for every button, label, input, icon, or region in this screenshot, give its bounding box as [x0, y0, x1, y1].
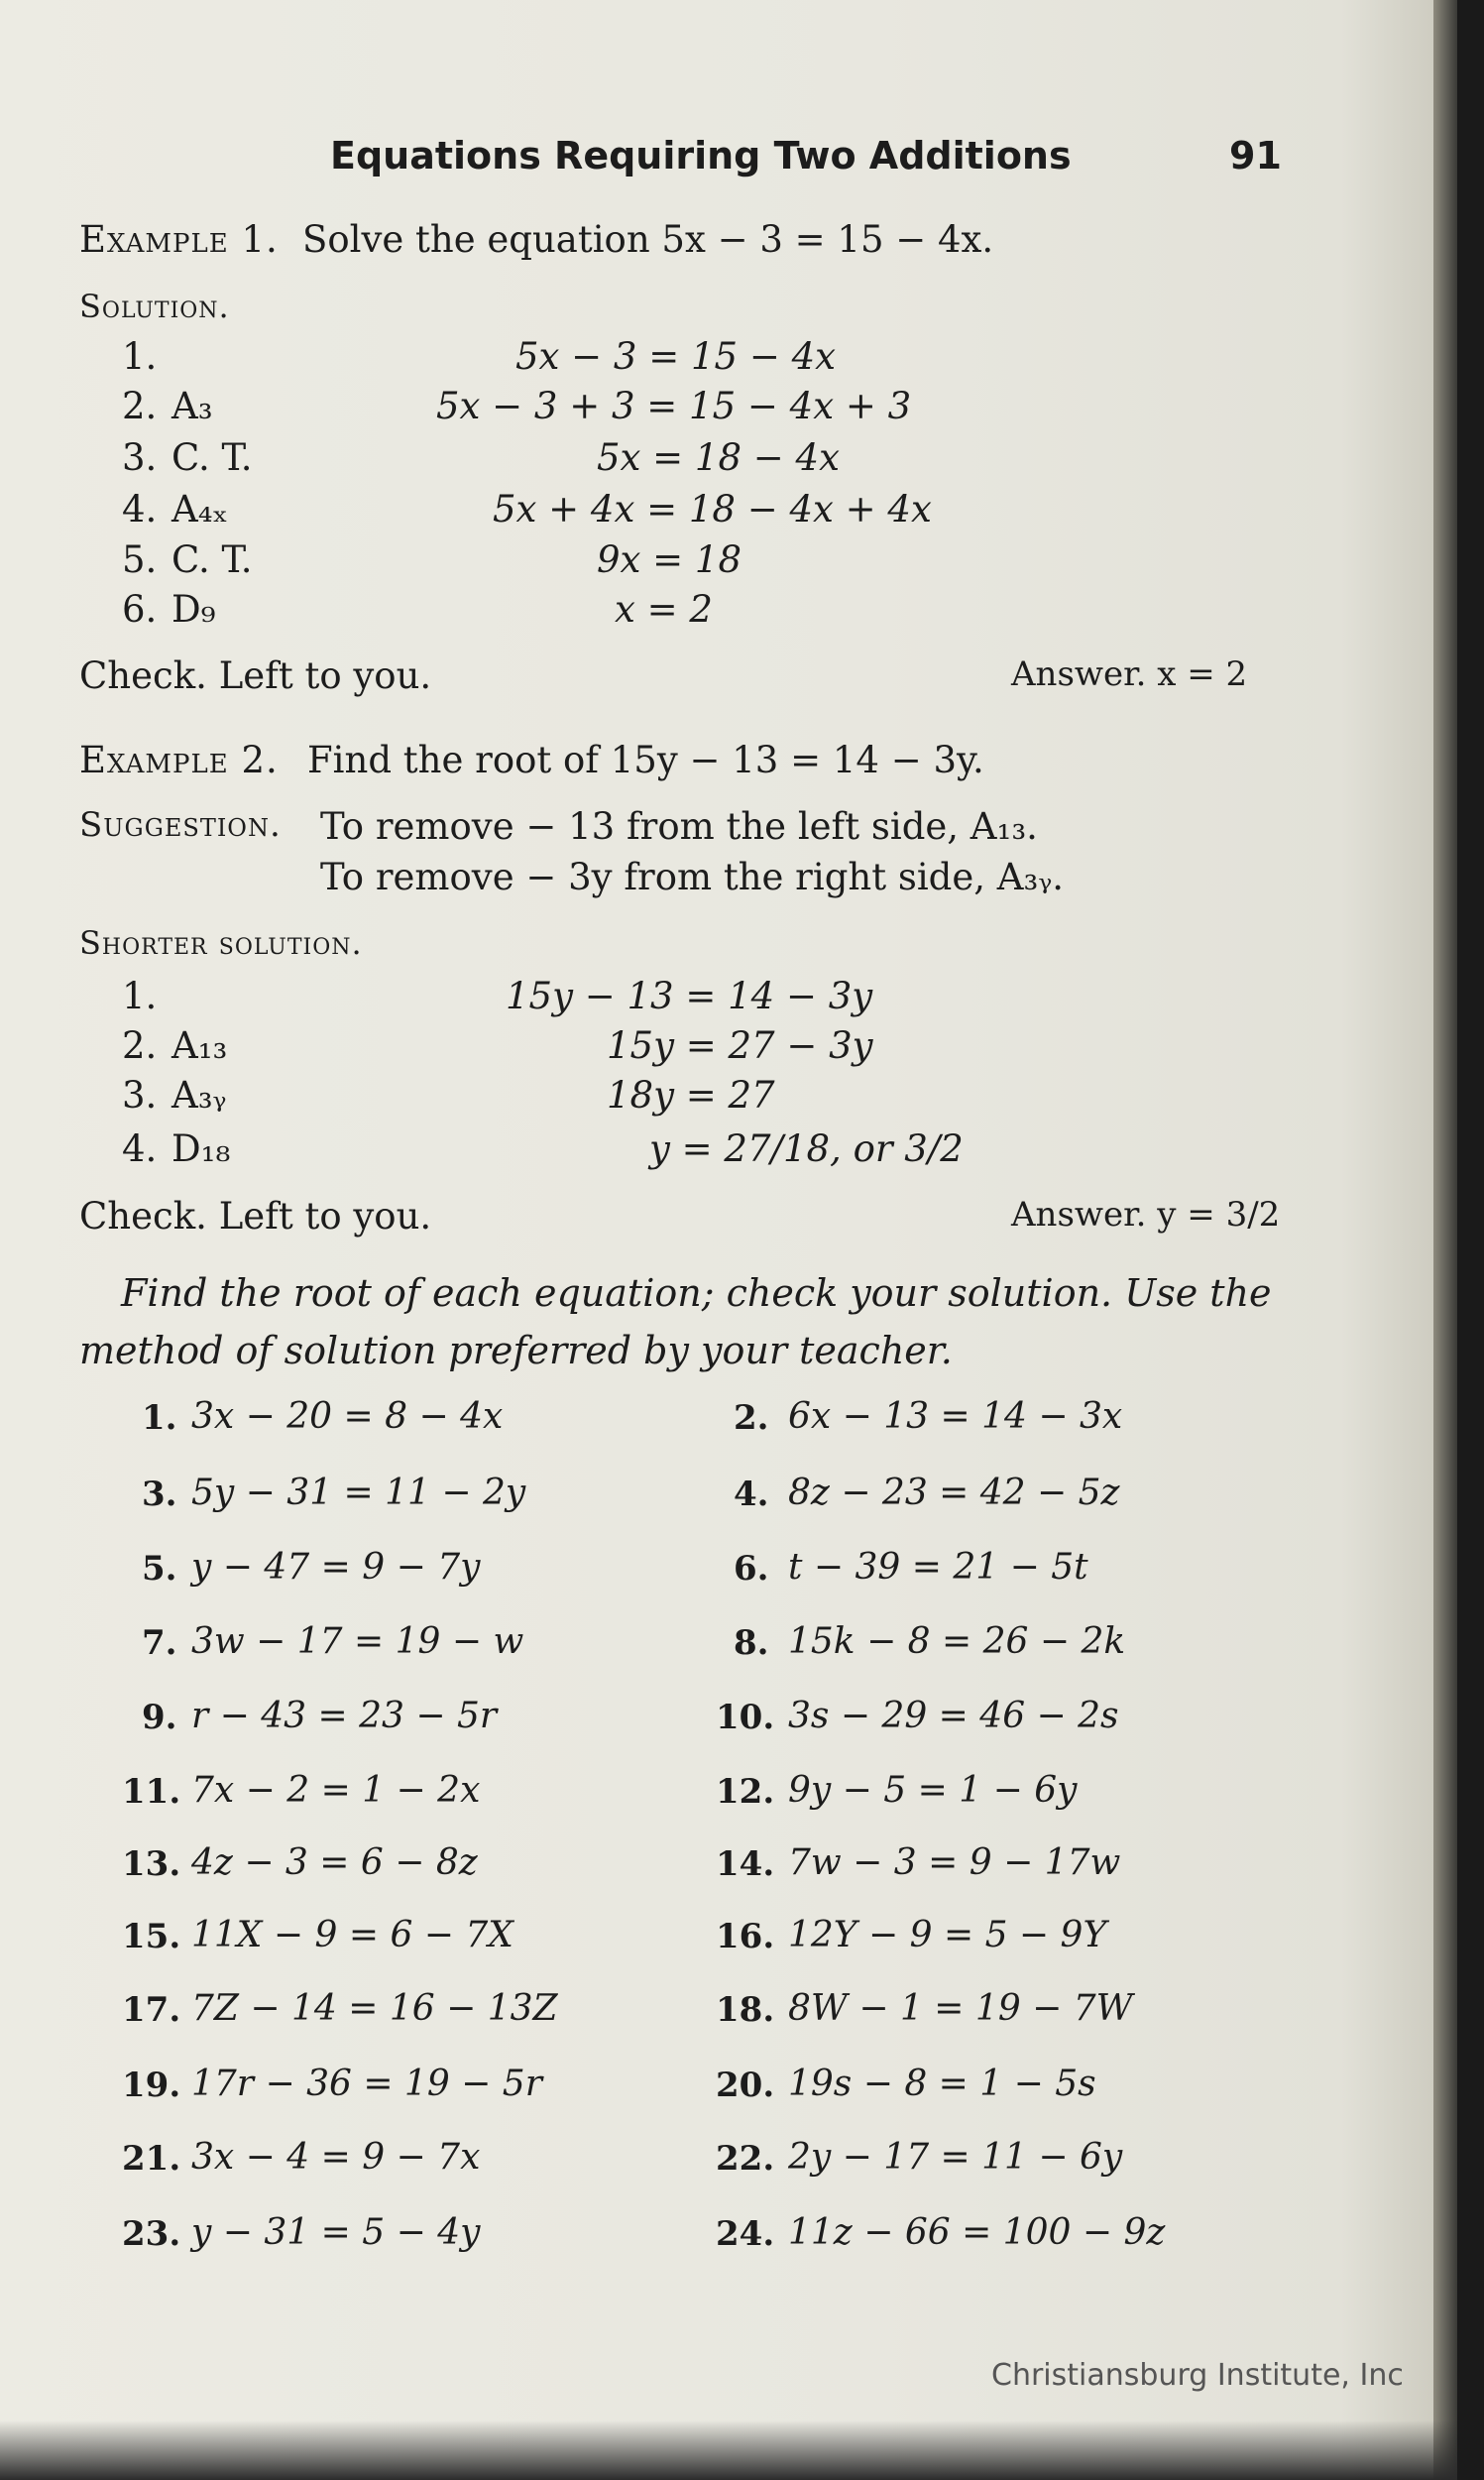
step-number: 1. [122, 335, 158, 378]
exercise-number: 4. [734, 1475, 769, 1514]
suggestion-label: Suggestion. [79, 805, 282, 845]
exercise-equation: r − 43 = 23 − 5r [191, 1696, 498, 1736]
exercise-number: 22. [716, 2139, 775, 2179]
exercise-number: 5. [142, 1549, 177, 1589]
instructions-line-1: Find the root of each equation; check your solution. Use the [121, 1271, 1272, 1315]
step-equation: y = 27/18, or 3/2 [649, 1127, 964, 1170]
step-equation: x = 2 [615, 588, 713, 631]
exercise-equation: 4z − 3 = 6 − 8z [191, 1842, 478, 1883]
exercise-equation: 2y − 17 = 11 − 6y [788, 2137, 1123, 2178]
step-reason: A₃ [171, 385, 213, 427]
exercise-equation: 11z − 66 = 100 − 9z [788, 2212, 1166, 2253]
exercise-number: 2. [734, 1398, 769, 1438]
exercise-equation: 7Z − 14 = 16 − 13Z [191, 1988, 558, 2029]
watermark: Christiansburg Institute, Inc [991, 2358, 1404, 2393]
step-number: 3. [122, 1074, 158, 1117]
step-equation: 9x = 18 [597, 538, 742, 581]
exercise-equation: t − 39 = 21 − 5t [788, 1547, 1088, 1588]
step-equation: 15y = 27 − 3y [607, 1024, 873, 1067]
exercise-number: 13. [122, 1844, 181, 1884]
step-equation: 5x − 3 = 15 − 4x [515, 335, 837, 378]
step-number: 4. [122, 488, 158, 531]
example2-text: Find the root of 15y − 13 = 14 − 3y. [307, 739, 984, 781]
step-equation: 18y = 27 [607, 1074, 775, 1117]
exercise-equation: 17r − 36 = 19 − 5r [191, 2064, 542, 2104]
exercise-equation: 3w − 17 = 19 − w [191, 1621, 524, 1662]
exercise-equation: 3x − 4 = 9 − 7x [191, 2137, 481, 2178]
step-number: 5. [122, 538, 158, 581]
exercise-equation: 15k − 8 = 26 − 2k [788, 1621, 1126, 1662]
page-edge [1433, 0, 1457, 2480]
exercise-equation: 6x − 13 = 14 − 3x [788, 1396, 1123, 1437]
example1-text: Solve the equation 5x − 3 = 15 − 4x. [302, 218, 994, 261]
exercise-number: 23. [122, 2214, 181, 2254]
exercise-equation: 8z − 23 = 42 − 5z [788, 1473, 1120, 1513]
step-reason: C. T. [171, 538, 253, 581]
step-number: 2. [122, 1024, 158, 1067]
exercise-number: 10. [716, 1698, 775, 1737]
exercise-number: 1. [142, 1398, 177, 1438]
step-number: 2. [122, 385, 158, 427]
shorter-solution-label: Shorter solution. [79, 924, 363, 962]
step-reason: C. T. [171, 436, 253, 479]
suggestion-line-2: To remove − 3y from the right side, A₃ᵧ. [320, 856, 1065, 898]
step-equation: 5x = 18 − 4x [597, 436, 840, 479]
exercise-number: 7. [142, 1623, 177, 1663]
exercise-equation: 11X − 9 = 6 − 7X [191, 1915, 514, 1955]
exercise-number: 15. [122, 1917, 181, 1956]
step-equation: 5x + 4x = 18 − 4x + 4x [493, 488, 932, 531]
exercise-equation: 3s − 29 = 46 − 2s [788, 1696, 1119, 1736]
exercise-equation: 7w − 3 = 9 − 17w [788, 1842, 1121, 1883]
exercise-number: 6. [734, 1549, 769, 1589]
exercise-number: 12. [716, 1772, 775, 1812]
step-number: 1. [122, 975, 158, 1017]
exercise-equation: 5y − 31 = 11 − 2y [191, 1473, 526, 1513]
exercise-number: 17. [122, 1990, 181, 2030]
exercise-number: 16. [716, 1917, 775, 1956]
example1-label: Example 1. [79, 218, 279, 261]
step-reason: A₃ᵧ [171, 1074, 227, 1117]
step-equation: 5x − 3 + 3 = 15 − 4x + 3 [436, 385, 912, 427]
example2-answer: Answer. y = 3/2 [1011, 1195, 1281, 1235]
exercise-number: 3. [142, 1475, 177, 1514]
running-head-title: Equations Requiring Two Additions [330, 134, 1072, 177]
step-number: 3. [122, 436, 158, 479]
page-bottom-shadow [0, 2421, 1457, 2480]
step-reason: D₁₈ [171, 1127, 231, 1170]
step-reason: A₁₃ [171, 1024, 228, 1067]
exercise-equation: y − 31 = 5 − 4y [191, 2212, 481, 2253]
exercise-equation: 3x − 20 = 8 − 4x [191, 1396, 504, 1437]
exercise-equation: 19s − 8 = 1 − 5s [788, 2064, 1096, 2104]
exercise-number: 14. [716, 1844, 775, 1884]
exercise-number: 11. [122, 1772, 181, 1812]
example1-check: Check. Left to you. [79, 654, 432, 697]
step-number: 4. [122, 1127, 158, 1170]
exercise-number: 18. [716, 1990, 775, 2030]
exercise-number: 19. [122, 2066, 181, 2105]
exercise-equation: 9y − 5 = 1 − 6y [788, 1770, 1078, 1811]
exercise-equation: 8W − 1 = 19 − 7W [788, 1988, 1133, 2029]
suggestion-line-1: To remove − 13 from the left side, A₁₃. [320, 805, 1038, 848]
example1-answer: Answer. x = 2 [1011, 654, 1248, 694]
instructions-line-2: method of solution preferred by your teacher. [79, 1329, 953, 1372]
solution-label: Solution. [79, 288, 230, 325]
example2-label: Example 2. [79, 739, 279, 781]
step-reason: D₉ [171, 588, 216, 631]
exercise-number: 21. [122, 2139, 181, 2179]
exercise-number: 9. [142, 1698, 177, 1737]
exercise-equation: y − 47 = 9 − 7y [191, 1547, 481, 1588]
step-equation: 15y − 13 = 14 − 3y [506, 975, 873, 1017]
page-number: 91 [1229, 134, 1282, 177]
exercise-number: 24. [716, 2214, 775, 2254]
exercise-number: 20. [716, 2066, 775, 2105]
step-number: 6. [122, 588, 158, 631]
example2-check: Check. Left to you. [79, 1195, 432, 1238]
exercise-equation: 12Y − 9 = 5 − 9Y [788, 1915, 1107, 1955]
step-reason: A₄ₓ [171, 488, 229, 531]
exercise-number: 8. [734, 1623, 769, 1663]
exercise-equation: 7x − 2 = 1 − 2x [191, 1770, 481, 1811]
